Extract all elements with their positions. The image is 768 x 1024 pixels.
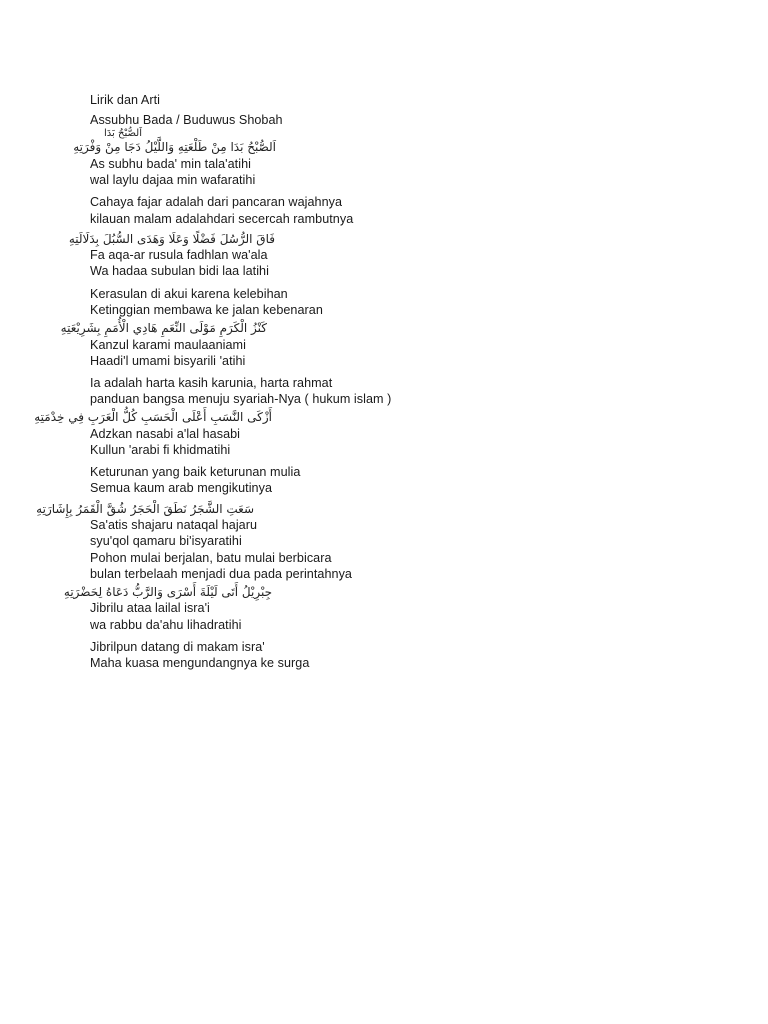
verse-3-translation-line-2: panduan bangsa menuju syariah-Nya ( hukum islam )	[90, 392, 392, 407]
verse-4-translation-line-1: Keturunan yang baik keturunan mulia	[90, 465, 301, 480]
song-title-arabic: اَلصُّبْحُ بَدَا	[104, 128, 142, 140]
verse-2-latin-line-1: Fa aqa-ar rusula fadhlan wa'ala	[90, 248, 268, 263]
verse-3-arabic: كَنْزُ الْكَرَمِ مَوْلَى النِّعَمِ هَادِي الْأُمَمِ بِشَرِيْعَتِهِ	[60, 321, 267, 336]
verse-1-latin-line-2: wal laylu dajaa min wafaratihi	[90, 173, 256, 188]
verse-1-latin-line-1: As subhu bada' min tala'atihi	[90, 156, 251, 171]
verse-4-arabic: أَزْكَى النَّسَبِ أَعْلَى الْحَسَبِ كُلُّ الْعَرَبِ فِي خِدْمَتِهِ	[34, 410, 272, 425]
verse-1-translation-line-1: Cahaya fajar adalah dari pancaran wajahnya	[90, 195, 343, 210]
verse-1-arabic: اَلصُّبْحُ بَدَا مِنْ طَلْعَتِهِ وَاللَّيْلُ دَجَا مِنْ وَفْرَتِهِ	[73, 140, 276, 155]
verse-6-translation-line-2: Maha kuasa mengundangnya ke surga	[90, 656, 310, 671]
verse-6-latin-line-2: wa rabbu da'ahu lihadratihi	[90, 617, 242, 632]
verse-6-latin-line-1: Jibrilu ataa lailal isra'i	[90, 601, 210, 616]
verse-2-latin-line-2: Wa hadaa subulan bidi laa latihi	[90, 264, 269, 279]
verse-5-latin-line-2: syu'qol qamaru bi'isyaratihi	[90, 534, 242, 549]
verse-1-translation-line-2: kilauan malam adalahdari secercah rambutnya	[90, 211, 354, 226]
verse-3-latin-line-1: Kanzul karami maulaaniami	[90, 337, 246, 352]
document-page	[34, 92, 690, 671]
verse-6-translation-line-1: Jibrilpun datang di makam isra'	[90, 639, 265, 654]
verse-4-translation-line-2: Semua kaum arab mengikutinya	[90, 481, 273, 496]
verse-5-latin-line-1: Sa'atis shajaru nataqal hajaru	[90, 518, 258, 533]
verse-4-latin-line-2: Kullun 'arabi fi khidmatihi	[90, 443, 231, 458]
verse-5-arabic: سَعَتِ الشَّجَرُ نَطَقَ الْحَجَرُ شُقَّ الْقَمَرُ بِإِشَارَتِهِ	[36, 501, 254, 516]
verse-5-translation-line-1: Pohon mulai berjalan, batu mulai berbicara	[90, 550, 332, 565]
document-heading: Lirik dan Arti	[90, 93, 160, 107]
verse-2-translation-line-1: Kerasulan di akui karena kelebihan	[90, 286, 288, 301]
song-title: Assubhu Bada / Buduwus Shobah	[90, 113, 283, 128]
verse-2-arabic: فَاقَ الرُّسُلَ فَضْلًا وَعَلَا وَهَدَى السُّبُلَ بِدَلَالَتِهِ	[68, 231, 275, 246]
verse-4-latin-line-1: Adzkan nasabi a'lal hasabi	[90, 426, 241, 441]
verse-3-latin-line-2: Haadi'l umami bisyarili 'atihi	[90, 353, 246, 368]
verse-3-translation-line-1: Ia adalah harta kasih karunia, harta rahmat	[90, 375, 333, 390]
verse-5-translation-line-2: bulan terbelaah menjadi dua pada perintahnya	[90, 566, 352, 581]
verse-6-arabic: جِبْرِيْلُ أَتَى لَيْلَةَ أَسْرَى وَالرَّبُّ دَعَاهُ لِحَضْرَتِهِ	[63, 584, 272, 599]
verse-2-translation-line-2: Ketinggian membawa ke jalan kebenaran	[90, 302, 323, 317]
